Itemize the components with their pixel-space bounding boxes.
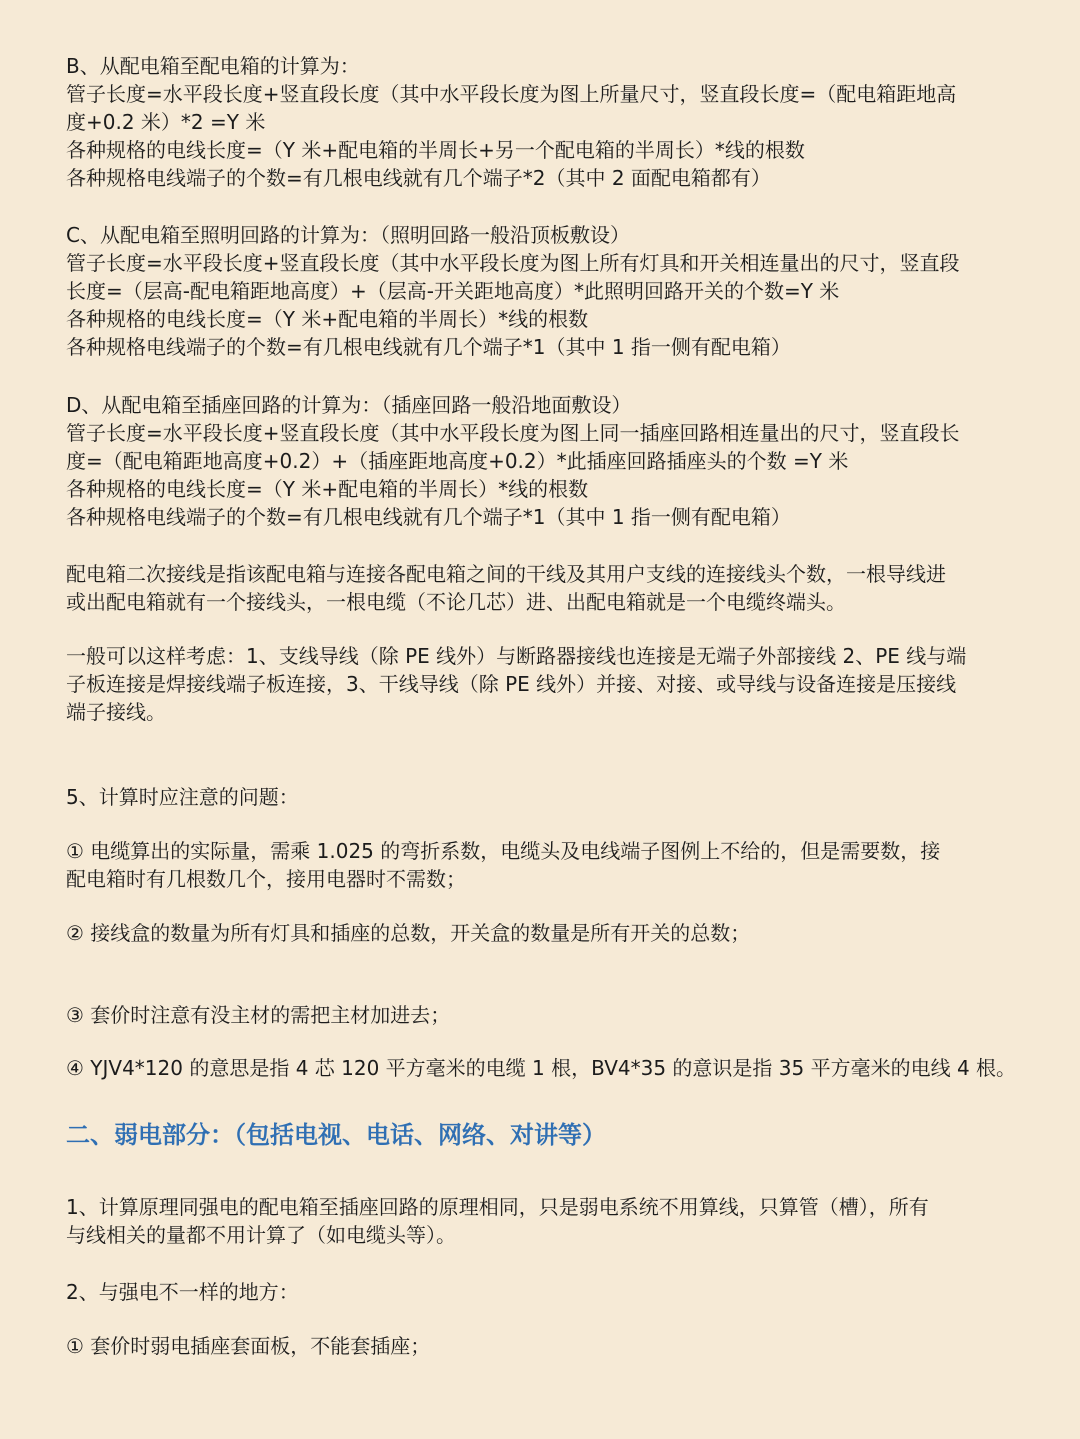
section-b-pipe-line2: 度+0.2 米）*2 =Y 米	[66, 110, 266, 134]
notes-item1-line1: ① 电缆算出的实际量，需乘 1.025 的弯折系数，电缆头及电线端子图例上不给的，但是需要数，接	[66, 839, 941, 863]
section-d-title: D、从配电箱至插座回路的计算为：（插座回路一般沿地面敷设）	[66, 393, 632, 417]
general-line3: 端子接线。	[66, 700, 166, 724]
notes-item4: ④ YJV4*120 的意思是指 4 芯 120 平方毫米的电缆 1 根，BV4*35 的意识是指 35 平方毫米的电线 4 根。	[66, 1056, 1017, 1080]
section-b-title: B、从配电箱至配电箱的计算为：	[66, 54, 360, 78]
section-d-pipe-line2: 度=（配电箱距地高度+0.2）+（插座距地高度+0.2）*此插座回路插座头的个数 =Y 米	[66, 449, 849, 473]
section-d-wire-length: 各种规格的电线长度=（Y 米+配电箱的半周长）*线的根数	[66, 477, 589, 501]
general-line2: 子板连接是焊接线端子板连接，3、干线导线（除 PE 线外）并接、对接、或导线与设备连接是压接线	[66, 672, 957, 696]
section-c-title: C、从配电箱至照明回路的计算为：（照明回路一般沿顶板敷设）	[66, 223, 630, 247]
section-d-pipe-line1: 管子长度=水平段长度+竖直段长度（其中水平段长度为图上同一插座回路相连量出的尺寸，竖直段长	[66, 421, 960, 445]
section-c-pipe-line1: 管子长度=水平段长度+竖直段长度（其中水平段长度为图上所有灯具和开关相连量出的尺寸，竖直段	[66, 251, 960, 275]
section-b-terminals: 各种规格电线端子的个数=有几根电线就有几个端子*2（其中 2 面配电箱都有）	[66, 166, 771, 190]
weak-current-p1-line1: 1、计算原理同强电的配电箱至插座回路的原理相同，只是弱电系统不用算线，只算管（槽），所有	[66, 1195, 929, 1219]
weak-current-p1-line2: 与线相关的量都不用计算了（如电缆头等）。	[66, 1223, 456, 1247]
notes-item2: ② 接线盒的数量为所有灯具和插座的总数，开关盒的数量是所有开关的总数；	[66, 921, 751, 945]
general-line1: 一般可以这样考虑：1、支线导线（除 PE 线外）与断路器接线也连接是无端子外部接线 2、PE 线与端	[66, 644, 967, 668]
weak-current-heading: 二、弱电部分：（包括电视、电话、网络、对讲等）	[66, 1121, 606, 1149]
section-c-terminals: 各种规格电线端子的个数=有几根电线就有几个端子*1（其中 1 指一侧有配电箱）	[66, 335, 791, 359]
secondary-wiring-line2: 或出配电箱就有一个接线头，一根电缆（不论几芯）进、出配电箱就是一个电缆终端头。	[66, 590, 846, 614]
section-c-wire-length: 各种规格的电线长度=（Y 米+配电箱的半周长）*线的根数	[66, 307, 589, 331]
section-c-pipe-line2: 长度=（层高-配电箱距地高度）+（层高-开关距地高度）*此照明回路开关的个数=Y 米	[66, 279, 840, 303]
secondary-wiring-line1: 配电箱二次接线是指该配电箱与连接各配电箱之间的干线及其用户支线的连接线头个数，一根导线进	[66, 562, 946, 586]
weak-current-p2-title: 2、与强电不一样的地方：	[66, 1280, 299, 1304]
weak-current-p2-item1: ① 套价时弱电插座套面板，不能套插座；	[66, 1334, 431, 1358]
section-d-terminals: 各种规格电线端子的个数=有几根电线就有几个端子*1（其中 1 指一侧有配电箱）	[66, 505, 791, 529]
notes-title: 5、计算时应注意的问题：	[66, 785, 299, 809]
section-b-pipe-line1: 管子长度=水平段长度+竖直段长度（其中水平段长度为图上所量尺寸，竖直段长度=（配电箱距地高	[66, 82, 957, 106]
section-b-wire-length: 各种规格的电线长度=（Y 米+配电箱的半周长+另一个配电箱的半周长）*线的根数	[66, 138, 805, 162]
notes-item3: ③ 套价时注意有没主材的需把主材加进去；	[66, 1003, 451, 1027]
notes-item1-line2: 配电箱时有几根数几个，接用电器时不需数；	[66, 867, 466, 891]
